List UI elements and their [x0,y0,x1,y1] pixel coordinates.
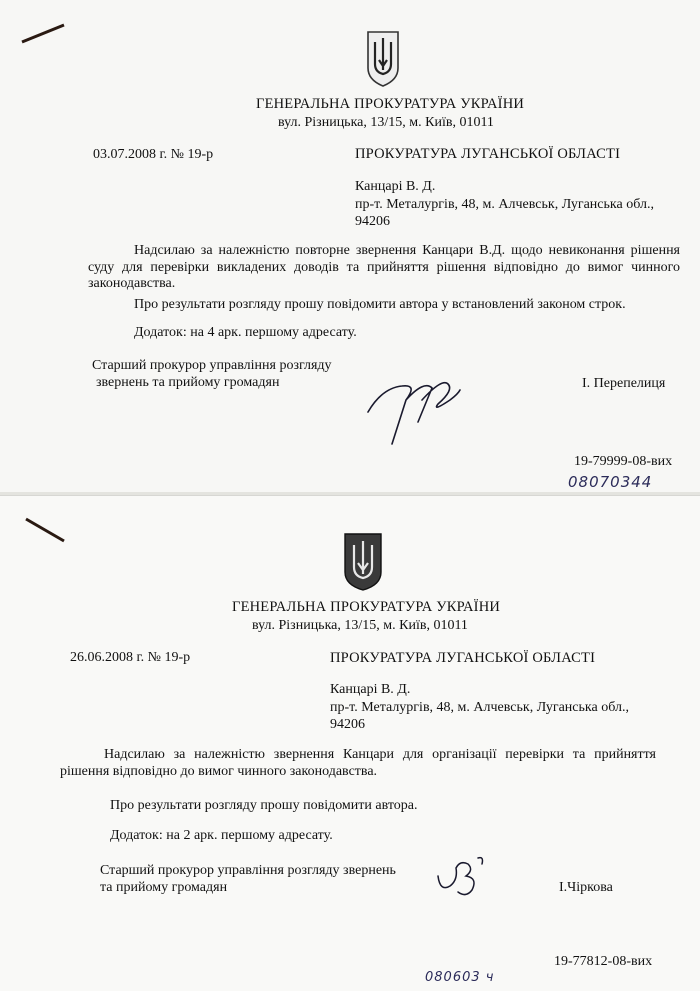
org-name: ГЕНЕРАЛЬНА ПРОКУРАТУРА УКРАЇНИ [256,96,525,112]
recipient-org: ПРОКУРАТУРА ЛУГАНСЬКОЇ ОБЛАСТІ [330,650,596,666]
recipient-name: Канцарі В. Д. [330,682,411,697]
signatory-name: І. Перепелиця [582,376,666,391]
signatory-title-line-2: та прийому громадян [100,880,228,895]
trident-emblem-icon [343,532,383,592]
letter-sheet-2 [0,495,700,991]
request-paragraph: Про результати розгляду прошу повідомити автора у встановлений законом строк. [134,297,626,312]
request-paragraph: Про результати розгляду прошу повідомити автора. [110,798,418,813]
signatory-title-line-1: Старший прокурор управління розгляду звернень [100,863,396,878]
attachment-note: Додаток: на 2 арк. першому адресату. [110,828,333,843]
attachment-note: Додаток: на 4 арк. першому адресату. [134,325,357,340]
recipient-org: ПРОКУРАТУРА ЛУГАНСЬКОЇ ОБЛАСТІ [355,146,621,162]
date-number: 03.07.2008 г. № 19-р [93,147,214,162]
body-paragraph: Надсилаю за належністю повторне звернення Канцари В.Д. щодо невиконання рішення суду для перевірки викладених доводів та прийняття рішення відповідно до вимог чинного законодавства. [88,243,680,291]
handwritten-signature [362,360,472,455]
recipient-address-line-2: 94206 [330,717,365,732]
body-paragraph: Надсилаю за належністю звернення Канцари для організації перевірки та прийняття рішення відповідно до вимог чинного законодавства. [60,747,656,779]
signatory-name: І.Чіркова [559,880,613,895]
handwritten-registration-number: 08070344 [568,473,653,491]
outgoing-number: 19-77812-08-вих [554,954,653,969]
staple-mark [20,22,66,49]
letter-sheet-1 [0,0,700,492]
org-address: вул. Різницька, 13/15, м. Київ, 01011 [252,618,468,633]
staple-mark [24,516,68,551]
recipient-address-line-1: пр-т. Металургів, 48, м. Алчевськ, Луганська обл., [355,197,654,212]
date-number: 26.06.2008 г. № 19-р [70,650,191,665]
signatory-title-line-1: Старший прокурор управління розгляду [92,358,332,373]
recipient-address-line-2: 94206 [355,214,390,229]
org-name: ГЕНЕРАЛЬНА ПРОКУРАТУРА УКРАЇНИ [232,599,501,615]
handwritten-signature [430,846,500,911]
outgoing-number: 19-79999-08-вих [574,454,673,469]
org-address: вул. Різницька, 13/15, м. Київ, 01011 [278,115,494,130]
handwritten-registration-number: 080603 ч [425,970,495,985]
recipient-name: Канцарі В. Д. [355,179,436,194]
trident-emblem-icon [366,30,400,88]
signatory-title-line-2: звернень та прийому громадян [96,375,280,390]
recipient-address-line-1: пр-т. Металургів, 48, м. Алчевськ, Луганська обл., [330,700,629,715]
